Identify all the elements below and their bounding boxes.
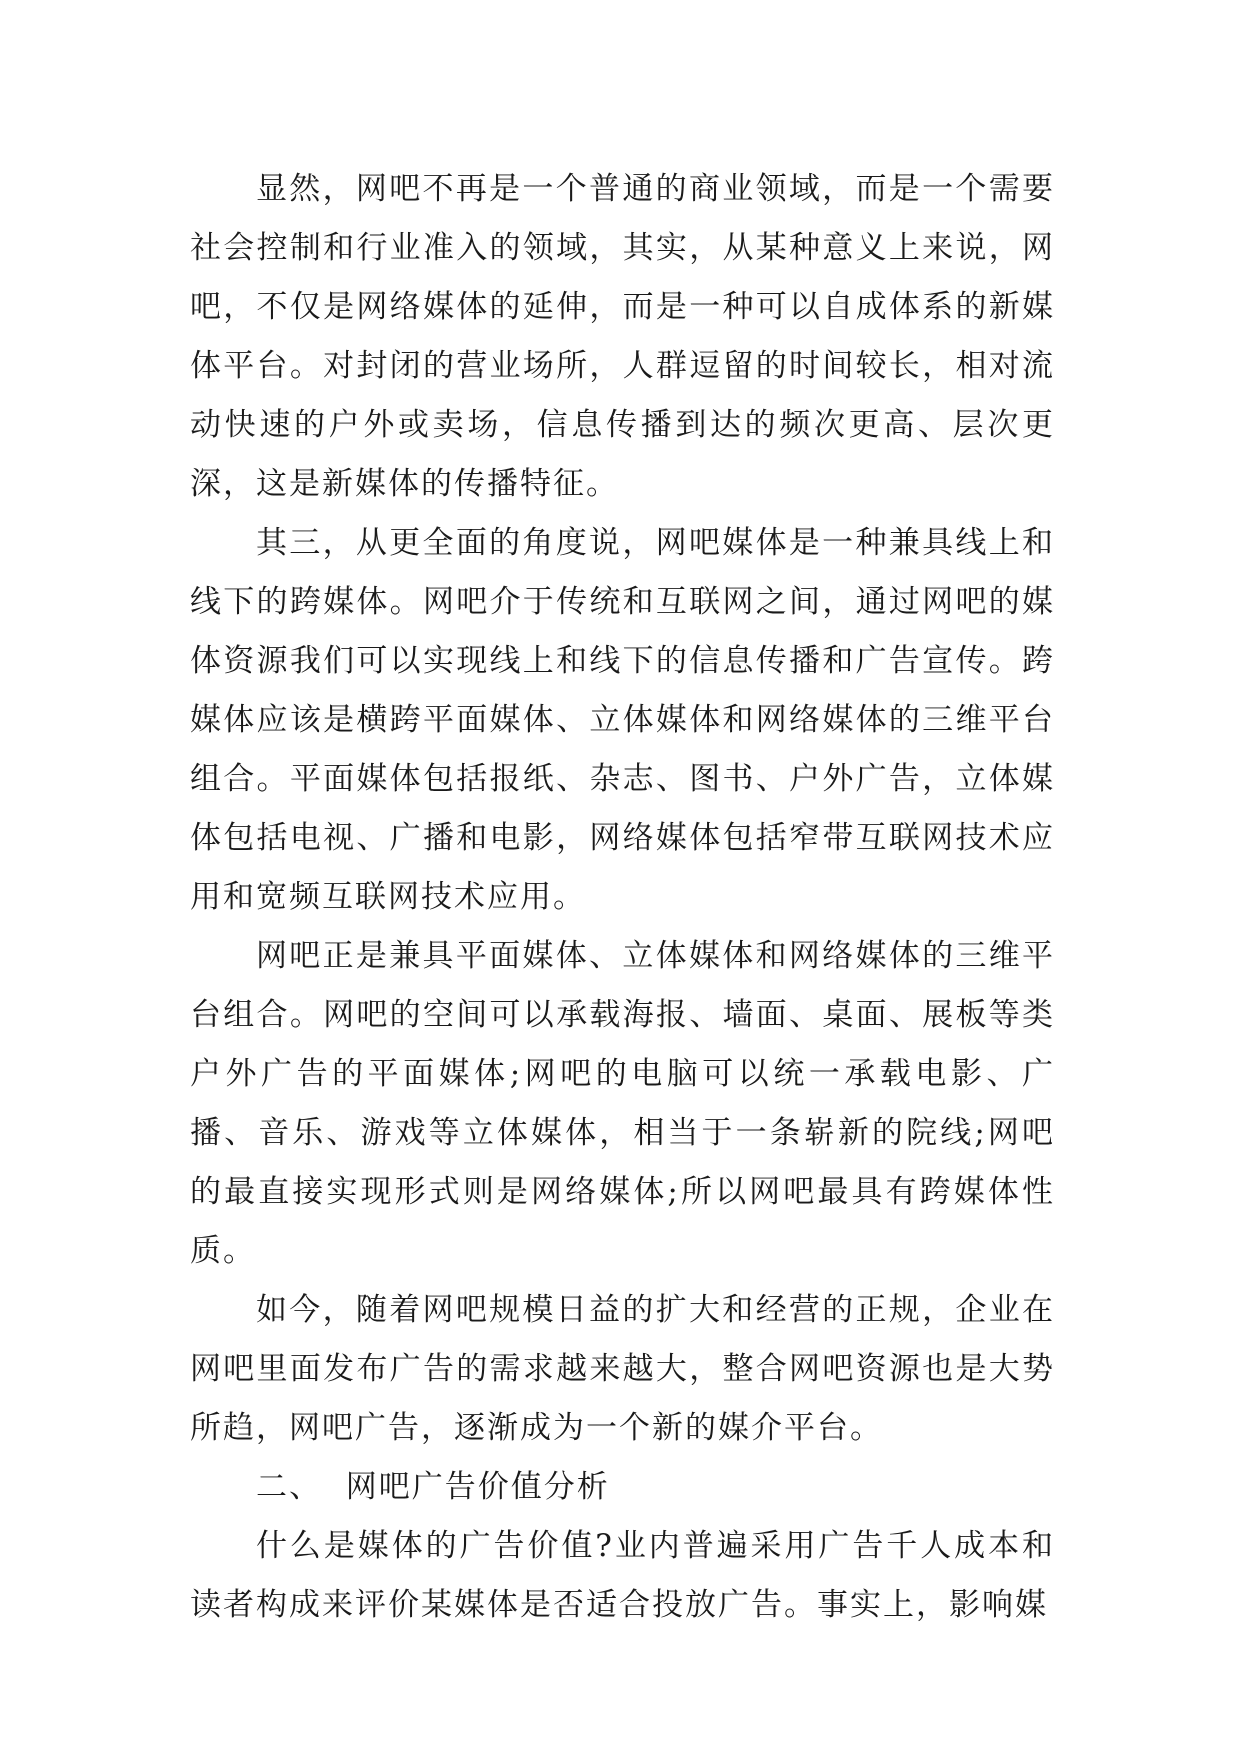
paragraph-three-dimensional: 网吧正是兼具平面媒体、立体媒体和网络媒体的三维平台组合。网吧的空间可以承载海报、墙面、桌面、展板等类户外广告的平面媒体;网吧的电脑可以统一承载电影、广播、音乐、游戏等立体媒体，相当于一条崭新的院线;网吧的最直接实现形式则是网络媒体;所以网吧最具有跨媒体性质。 [190,938,1055,1269]
paragraph-ad-value: 什么是媒体的广告价值?业内普遍采用广告千人成本和读者构成来评价某媒体是否适合投放广告。事实上，影响媒 [190,1528,1055,1623]
paragraph-cross-media: 其三，从更全面的角度说，网吧媒体是一种兼具线上和线下的跨媒体。网吧介于传统和互联网之间，通过网吧的媒体资源我们可以实现线上和线下的信息传播和广告宣传。跨媒体应该是横跨平面媒体、立体媒体和网络媒体的三维平台组合。平面媒体包括报纸、杂志、图书、户外广告，立体媒体包括电视、广播和电影，网络媒体包括窄带互联网技术应用和宽频互联网技术应用。 [190,525,1055,915]
paragraph-advertising-trend: 如今，随着网吧规模日益的扩大和经营的正规，企业在网吧里面发布广告的需求越来越大，整合网吧资源也是大势所趋，网吧广告，逐渐成为一个新的媒介平台。 [190,1292,1055,1446]
section-heading: 二、 网吧广告价值分析 [256,1469,610,1505]
paragraph-new-media: 显然，网吧不再是一个普通的商业领域，而是一个需要社会控制和行业准入的领域，其实，从某种意义上来说，网吧，不仅是网络媒体的延伸，而是一种可以自成体系的新媒体平台。对封闭的营业场所，人群逗留的时间较长，相对流动快速的户外或卖场，信息传播到达的频次更高、层次更深，这是新媒体的传播特征。 [190,171,1055,502]
document-body [190,160,1055,1635]
